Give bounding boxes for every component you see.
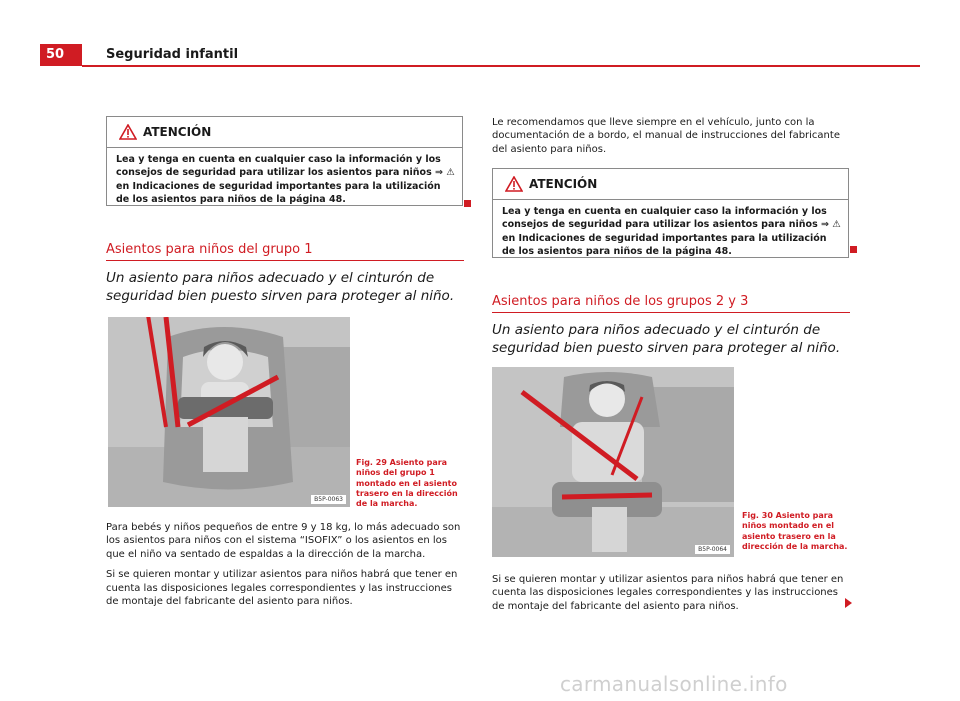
warning-title: ATENCIÓN bbox=[529, 177, 598, 191]
warning-text: Lea y tenga en cuenta en cualquier caso la información y los consejos de seguridad para utilizar los asientos para niños ⇒ ⚠ en Indicaciones de seguridad importantes para la utilización de los asientos para niños de la página 48. bbox=[502, 206, 841, 257]
watermark: carmanualsonline.info bbox=[560, 672, 788, 696]
warning-text: Lea y tenga en cuenta en cualquier caso la información y los consejos de seguridad para utilizar los asientos para niños ⇒ ⚠ en Indicaciones de seguridad importantes para la utilización de los asientos para niños de la página 48. bbox=[116, 154, 455, 205]
next-page-arrow-icon bbox=[845, 598, 852, 608]
end-of-section-square bbox=[850, 246, 857, 253]
group23-heading: Asientos para niños de los grupos 2 y 3 bbox=[492, 294, 749, 309]
warning-header bbox=[493, 169, 848, 200]
group1-lead: Un asiento para niños adecuado y el cinturón de seguridad bien puesto sirven para proteger al niño. bbox=[106, 270, 455, 304]
group23-heading-rule bbox=[492, 312, 850, 313]
figure-29-illustration bbox=[108, 317, 350, 507]
figure-30-child-seat-group23 bbox=[492, 367, 734, 557]
warning-triangle-icon bbox=[505, 176, 523, 192]
group1-heading-rule bbox=[106, 260, 464, 261]
section-title: Seguridad infantil bbox=[106, 47, 239, 62]
warning-box-right bbox=[492, 168, 849, 258]
warning-header bbox=[107, 117, 462, 148]
group1-paragraph-2: Si se quieren montar y utilizar asientos para niños habrá que tener en cuenta las disposiciones legales correspondientes y las instrucciones de montaje del fabricante del asiento para niños. bbox=[106, 569, 458, 608]
group1-paragraph-1: Para bebés y niños pequeños de entre 9 y 18 kg, lo más adecuado son los asientos para niños con el sistema “ISOFIX” o los asientos en los que el niño va sentado de espaldas a la dirección de la marcha. bbox=[106, 522, 461, 560]
figure-29-caption: Fig. 29 Asiento para niños del grupo 1 montado en el asiento trasero en la dirección de la marcha. bbox=[356, 458, 458, 509]
figure-code: B5P-0064 bbox=[695, 545, 730, 554]
group1-heading: Asientos para niños del grupo 1 bbox=[106, 242, 313, 257]
warning-box-left bbox=[106, 116, 463, 206]
warning-triangle-icon bbox=[119, 124, 137, 140]
warning-title: ATENCIÓN bbox=[143, 125, 212, 139]
group23-body bbox=[492, 573, 848, 620]
figure-code: B5P-0063 bbox=[311, 495, 346, 504]
end-of-section-square bbox=[464, 200, 471, 207]
group1-body bbox=[106, 521, 466, 615]
page-number: 50 bbox=[40, 44, 82, 66]
group23-paragraph-1: Si se quieren montar y utilizar asientos para niños habrá que tener en cuenta las disposiciones legales correspondientes y las instrucciones de montaje del fabricante del asiento para niños. bbox=[492, 574, 844, 612]
header-rule bbox=[82, 65, 920, 67]
figure-30-caption: Fig. 30 Asiento para niños montado en el asiento trasero en la dirección de la marcha. bbox=[742, 511, 848, 551]
figure-30-illustration bbox=[492, 367, 734, 557]
figure-29-child-seat-group1 bbox=[108, 317, 350, 507]
right-intro: Le recomendamos que lleve siempre en el vehículo, junto con la documentación de a bordo, el manual de instrucciones del fabricante del asiento para niños. bbox=[492, 117, 840, 155]
group23-lead: Un asiento para niños adecuado y el cinturón de seguridad bien puesto sirven para proteger al niño. bbox=[492, 322, 841, 356]
